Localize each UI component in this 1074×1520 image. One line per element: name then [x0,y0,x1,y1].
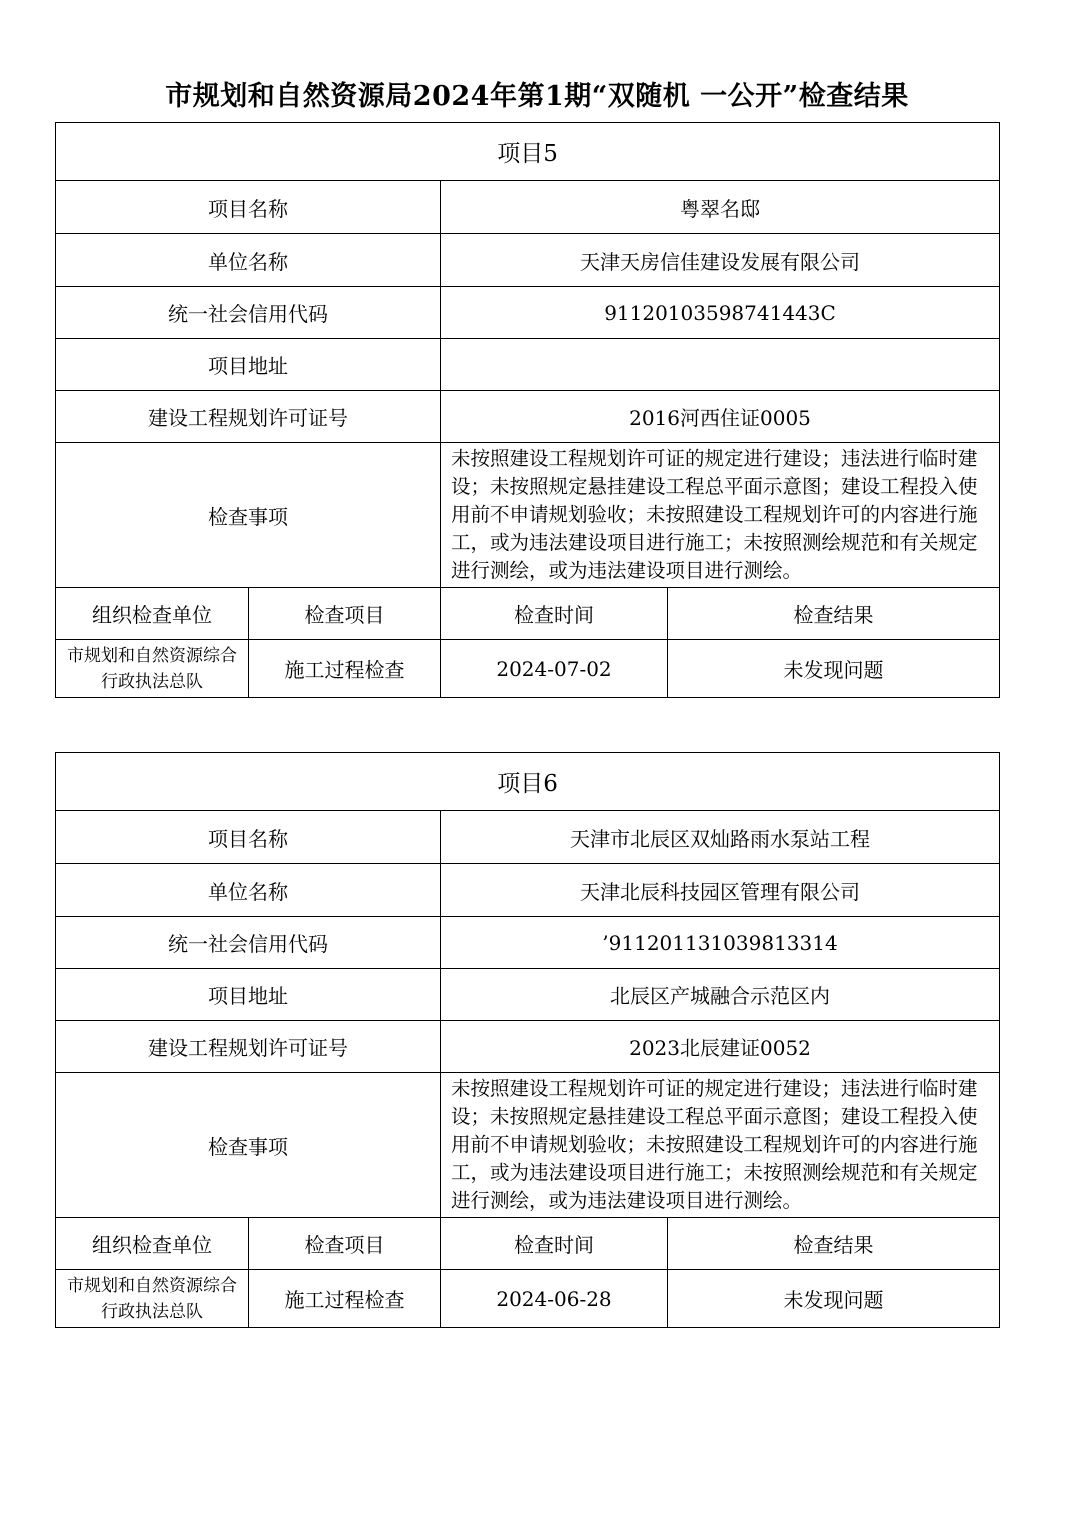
page-title: 市规划和自然资源局2024年第1期“双随机 一公开”检查结果 [165,81,909,112]
label-inspection-items: 检查事项 [56,443,441,588]
value-permit-no: 2023北辰建证0052 [441,1021,1000,1073]
value-permit-no: 2016河西住证0005 [441,391,1000,443]
header-check-result: 检查结果 [668,588,1000,640]
header-check-time: 检查时间 [441,588,668,640]
header-check-item: 检查项目 [249,588,441,640]
label-address: 项目地址 [56,339,441,391]
value-credit-code: 91120103598741443C [441,287,1000,339]
label-project-name: 项目名称 [56,811,441,864]
label-address: 项目地址 [56,969,441,1021]
label-unit-name: 单位名称 [56,864,441,917]
project-table-6 [55,752,1000,1328]
header-org-unit: 组织检查单位 [56,1218,249,1270]
label-project-name: 项目名称 [56,181,441,234]
value-project-name: 天津市北辰区双灿路雨水泵站工程 [441,811,1000,864]
header-org-unit: 组织检查单位 [56,588,249,640]
value-check-result: 未发现问题 [668,1270,1000,1328]
value-inspection-items: 未按照建设工程规划许可证的规定进行建设；违法进行临时建设；未按照规定悬挂建设工程总平面示意图；建设工程投入使用前不申请规划验收；未按照建设工程规划许可的内容进行施工，或为违法建设项目进行施工；未按照测绘规范和有关规定进行测绘，或为违法建设项目进行测绘。 [441,443,1000,588]
value-check-result: 未发现问题 [668,640,1000,698]
header-check-item: 检查项目 [249,1218,441,1270]
project-table-5 [55,122,1000,698]
value-org-unit: 市规划和自然资源综合行政执法总队 [56,1270,249,1328]
value-unit-name: 天津北辰科技园区管理有限公司 [441,864,1000,917]
label-permit-no: 建设工程规划许可证号 [56,391,441,443]
label-credit-code: 统一社会信用代码 [56,287,441,339]
value-check-time: 2024-06-28 [441,1270,668,1328]
value-credit-code: ’911201131039813314 [441,917,1000,969]
value-org-unit: 市规划和自然资源综合行政执法总队 [56,640,249,698]
header-check-result: 检查结果 [668,1218,1000,1270]
value-check-item: 施工过程检查 [249,1270,441,1328]
value-address [441,339,1000,391]
label-permit-no: 建设工程规划许可证号 [56,1021,441,1073]
value-project-name: 粤翠名邸 [441,181,1000,234]
label-credit-code: 统一社会信用代码 [56,917,441,969]
value-check-time: 2024-07-02 [441,640,668,698]
label-unit-name: 单位名称 [56,234,441,287]
value-check-item: 施工过程检查 [249,640,441,698]
header-check-time: 检查时间 [441,1218,668,1270]
value-inspection-items: 未按照建设工程规划许可证的规定进行建设；违法进行临时建设；未按照规定悬挂建设工程总平面示意图；建设工程投入使用前不申请规划验收；未按照建设工程规划许可的内容进行施工，或为违法建设项目进行施工；未按照测绘规范和有关规定进行测绘，或为违法建设项目进行测绘。 [441,1073,1000,1218]
value-address: 北辰区产城融合示范区内 [441,969,1000,1021]
value-unit-name: 天津天房信佳建设发展有限公司 [441,234,1000,287]
label-inspection-items: 检查事项 [56,1073,441,1218]
project-heading: 项目5 [56,123,1000,181]
project-heading: 项目6 [56,753,1000,811]
